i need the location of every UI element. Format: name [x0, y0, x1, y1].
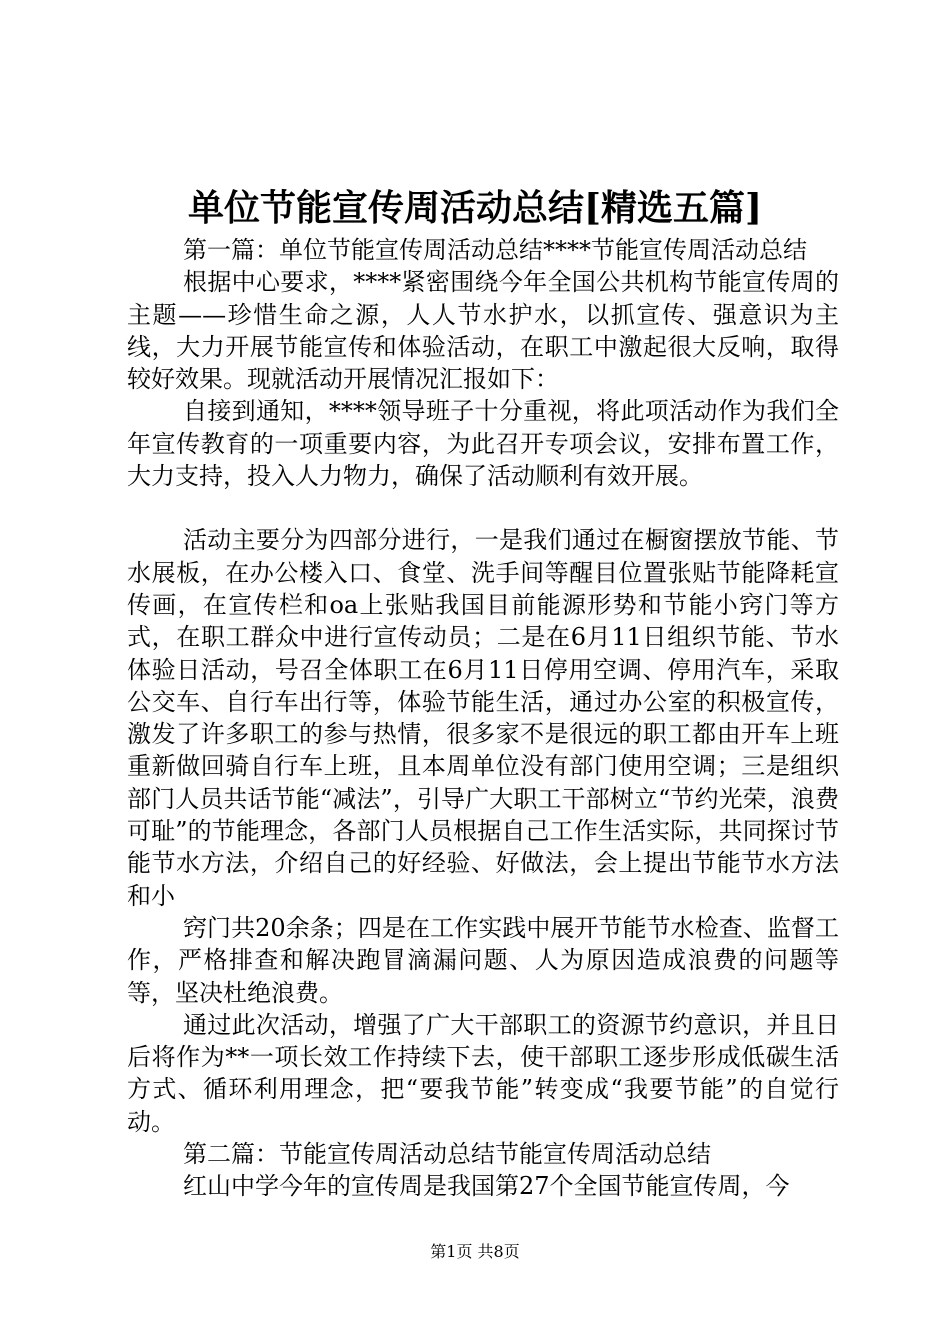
paragraph-activities: 活动主要分为四部分进行，一是我们通过在橱窗摆放节能、节水展板，在办公楼入口、食堂、洗手间等醒目位置张贴节能降耗宣传画，在宣传栏和oa上张贴我国目前能源形势和节能小窍门等方式，在职工群众中进行宣传动员；二是在6月11日组织节能、节水体验日活动，号召全体职工在6月11日停用空调、停用汽车，采取公交车、自行车出行等，体验节能生活，通过办公室的积极宣传，激发了许多职工的参与热情，很多家不是很远的职工都由开车上班重新做回骑自行车上班，且本周单位没有部门使用空调；三是组织部门人员共话节能“减法”，引导广大职工干部树立“节约光荣，浪费可耻”的节能理念，各部门人员根据自己工作生活实际，共同探讨节能节水方法，介绍自己的好经验、好做法，会上提出节能节水方法和小 — [127, 526, 839, 910]
paragraph-intro: 根据中心要求，****紧密围绕今年全国公共机构节能宣传周的主题——珍惜生命之源，人人节水护水，以抓宣传、强意识为主线，大力开展节能宣传和体验活动，在职工中激起很大反响，取得较好效果。现就活动开展情况汇报如下： — [127, 268, 839, 394]
paragraph-conclusion: 通过此次活动，增强了广大干部职工的资源节约意识，并且日后将作为**一项长效工作持续下去，使干部职工逐步形成低碳生活方式、循环利用理念，把“要我节能”转变成“我要节能”的自觉行动。 — [127, 1010, 839, 1136]
paragraph-section-2-intro: 红山中学今年的宣传周是我国第27个全国节能宣传周，今 — [183, 1172, 790, 1201]
document-title: 单位节能宣传周活动总结[精选五篇] — [187, 187, 763, 229]
paragraph-section-2-heading: 第二篇：节能宣传周活动总结节能宣传周活动总结 — [183, 1140, 711, 1169]
paragraph-activities-continued: 窍门共20余条；四是在工作实践中展开节能节水检查、监督工作，严格排查和解决跑冒滴漏问题、人为原因造成浪费的问题等等，坚决杜绝浪费。 — [127, 913, 839, 1007]
document-body — [127, 234, 839, 1203]
paragraph-leadership: 自接到通知，****领导班子十分重视，将此项活动作为我们全年宣传教育的一项重要内容，为此召开专项会议，安排布置工作，大力支持，投入人力物力，确保了活动顺利有效开展。 — [127, 397, 839, 491]
paragraph-section-1-heading: 第一篇：单位节能宣传周活动总结****节能宣传周活动总结 — [183, 236, 807, 264]
page-footer: 第1页 共8页 — [430, 1242, 520, 1261]
